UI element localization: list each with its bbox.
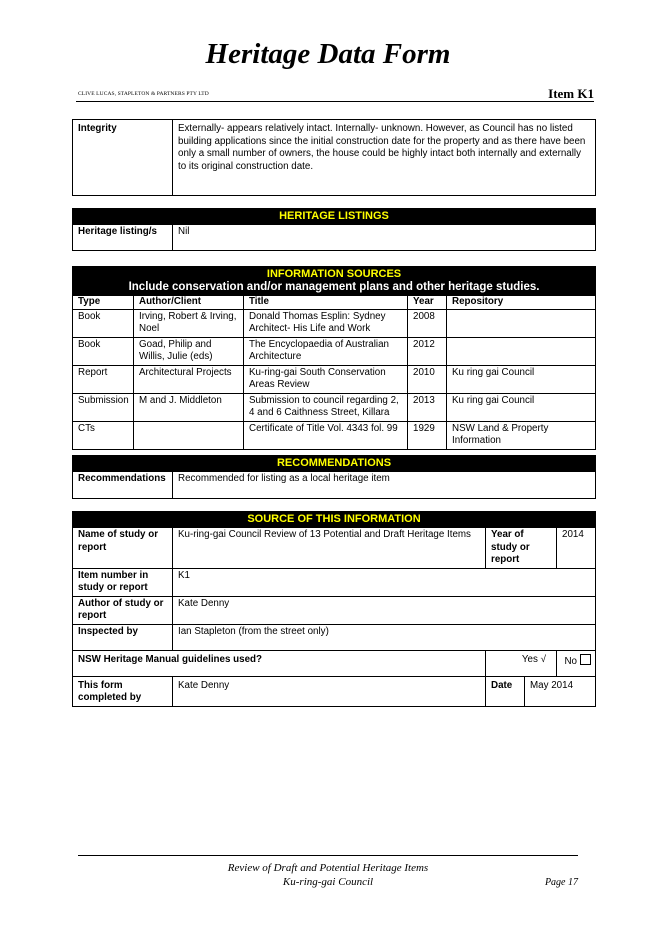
page-title: Heritage Data Form: [205, 38, 451, 70]
heritage-listings-table: [72, 208, 596, 251]
item-code: Item K1: [548, 86, 594, 101]
row-year: 2013: [408, 393, 447, 421]
row-repository: Ku ring gai Council: [447, 365, 596, 393]
heritage-listings-heading: HERITAGE LISTINGS: [73, 209, 596, 225]
row-year: 2012: [408, 337, 447, 365]
row-type: Book: [73, 337, 134, 365]
row-type: Report: [73, 365, 134, 393]
row-author: Irving, Robert & Irving, Noel: [134, 309, 244, 337]
no-checkbox[interactable]: [580, 654, 591, 665]
row-type: CTs: [73, 421, 134, 449]
row-author: Goad, Philip and Willis, Julie (eds): [134, 337, 244, 365]
row-title: The Encyclopaedia of Australian Architecture: [244, 337, 408, 365]
integrity-table: [72, 119, 596, 196]
study-name-label: Name of study or report: [73, 528, 173, 569]
guidelines-no-label: No: [564, 655, 578, 667]
author-value: Kate Denny: [173, 596, 596, 624]
row-title: Certificate of Title Vol. 4343 fol. 99: [244, 421, 408, 449]
column-header-author: Author/Client: [134, 296, 244, 310]
heritage-listing-value: Nil: [173, 225, 596, 251]
item-number-label: Item number in study or report: [73, 568, 173, 596]
year-of-study-value: 2014: [557, 528, 596, 569]
guidelines-label: NSW Heritage Manual guidelines used?: [73, 650, 486, 676]
row-year: 1929: [408, 421, 447, 449]
author-label: Author of study or report: [73, 596, 173, 624]
row-author: M and J. Middleton: [134, 393, 244, 421]
column-header-type: Type: [73, 296, 134, 310]
row-type: Submission: [73, 393, 134, 421]
row-repository: Ku ring gai Council: [447, 393, 596, 421]
row-type: Book: [73, 309, 134, 337]
recommendations-label: Recommendations: [73, 472, 173, 499]
source-table: [72, 511, 596, 707]
source-heading: SOURCE OF THIS INFORMATION: [73, 512, 596, 528]
row-title: Submission to council regarding 2, 4 and 6 Caithness Street, Killara: [244, 393, 408, 421]
guidelines-yes: Yes √: [486, 650, 557, 676]
completed-by-value: Kate Denny: [173, 676, 486, 706]
integrity-text: Externally- appears relatively intact. Internally- unknown. However, as Council has no listed building applications since the initial construction date for the property and as there have been only a small number of owners, the house could be highly intact both internally and externally to its original construction date.: [173, 120, 596, 196]
table-row: [73, 365, 596, 393]
date-value: May 2014: [525, 676, 596, 706]
completed-by-label: This form completed by: [73, 676, 173, 706]
recommendations-heading: RECOMMENDATIONS: [73, 456, 596, 472]
table-row: [73, 337, 596, 365]
information-sources-title: INFORMATION SOURCES: [266, 268, 402, 280]
column-header-title: Title: [244, 296, 408, 310]
inspected-by-label: Inspected by: [73, 624, 173, 650]
inspected-by-value: Ian Stapleton (from the street only): [173, 624, 596, 650]
company-name: CLIVE LUCAS, STAPLETON & PARTNERS PTY LTD: [78, 91, 209, 97]
footer-report-title: Review of Draft and Potential Heritage Items: [227, 862, 429, 874]
row-author: Architectural Projects: [134, 365, 244, 393]
row-year: 2008: [408, 309, 447, 337]
table-row: [73, 421, 596, 449]
page-number: Page 17: [544, 877, 578, 888]
row-year: 2010: [408, 365, 447, 393]
date-label: Date: [486, 676, 525, 706]
recommendations-value: Recommended for listing as a local heritage item: [173, 472, 596, 499]
information-sources-subtitle: Include conservation and/or management plans and other heritage studies.: [128, 281, 540, 293]
item-number-value: K1: [173, 568, 596, 596]
recommendations-table: [72, 455, 596, 499]
heritage-listing-label: Heritage listing/s: [73, 225, 173, 251]
column-header-row: [73, 296, 596, 310]
year-of-study-label: Year of study or report: [486, 528, 557, 569]
information-sources-heading: [73, 267, 596, 296]
table-row: [73, 309, 596, 337]
study-name-value: Ku-ring-gai Council Review of 13 Potential and Draft Heritage Items: [173, 528, 486, 569]
header-divider: [76, 101, 594, 102]
row-author: [134, 421, 244, 449]
column-header-year: Year: [408, 296, 447, 310]
footer-divider: [78, 855, 578, 856]
row-title: Donald Thomas Esplin: Sydney Architect- His Life and Work: [244, 309, 408, 337]
row-title: Ku-ring-gai South Conservation Areas Review: [244, 365, 408, 393]
information-sources-table: [72, 266, 596, 450]
row-repository: NSW Land & Property Information: [447, 421, 596, 449]
guidelines-no: [557, 650, 596, 676]
row-repository: [447, 337, 596, 365]
footer-council: Ku-ring-gai Council: [282, 876, 374, 888]
row-repository: [447, 309, 596, 337]
table-row: [73, 393, 596, 421]
column-header-repository: Repository: [447, 296, 596, 310]
integrity-label: Integrity: [73, 120, 173, 196]
